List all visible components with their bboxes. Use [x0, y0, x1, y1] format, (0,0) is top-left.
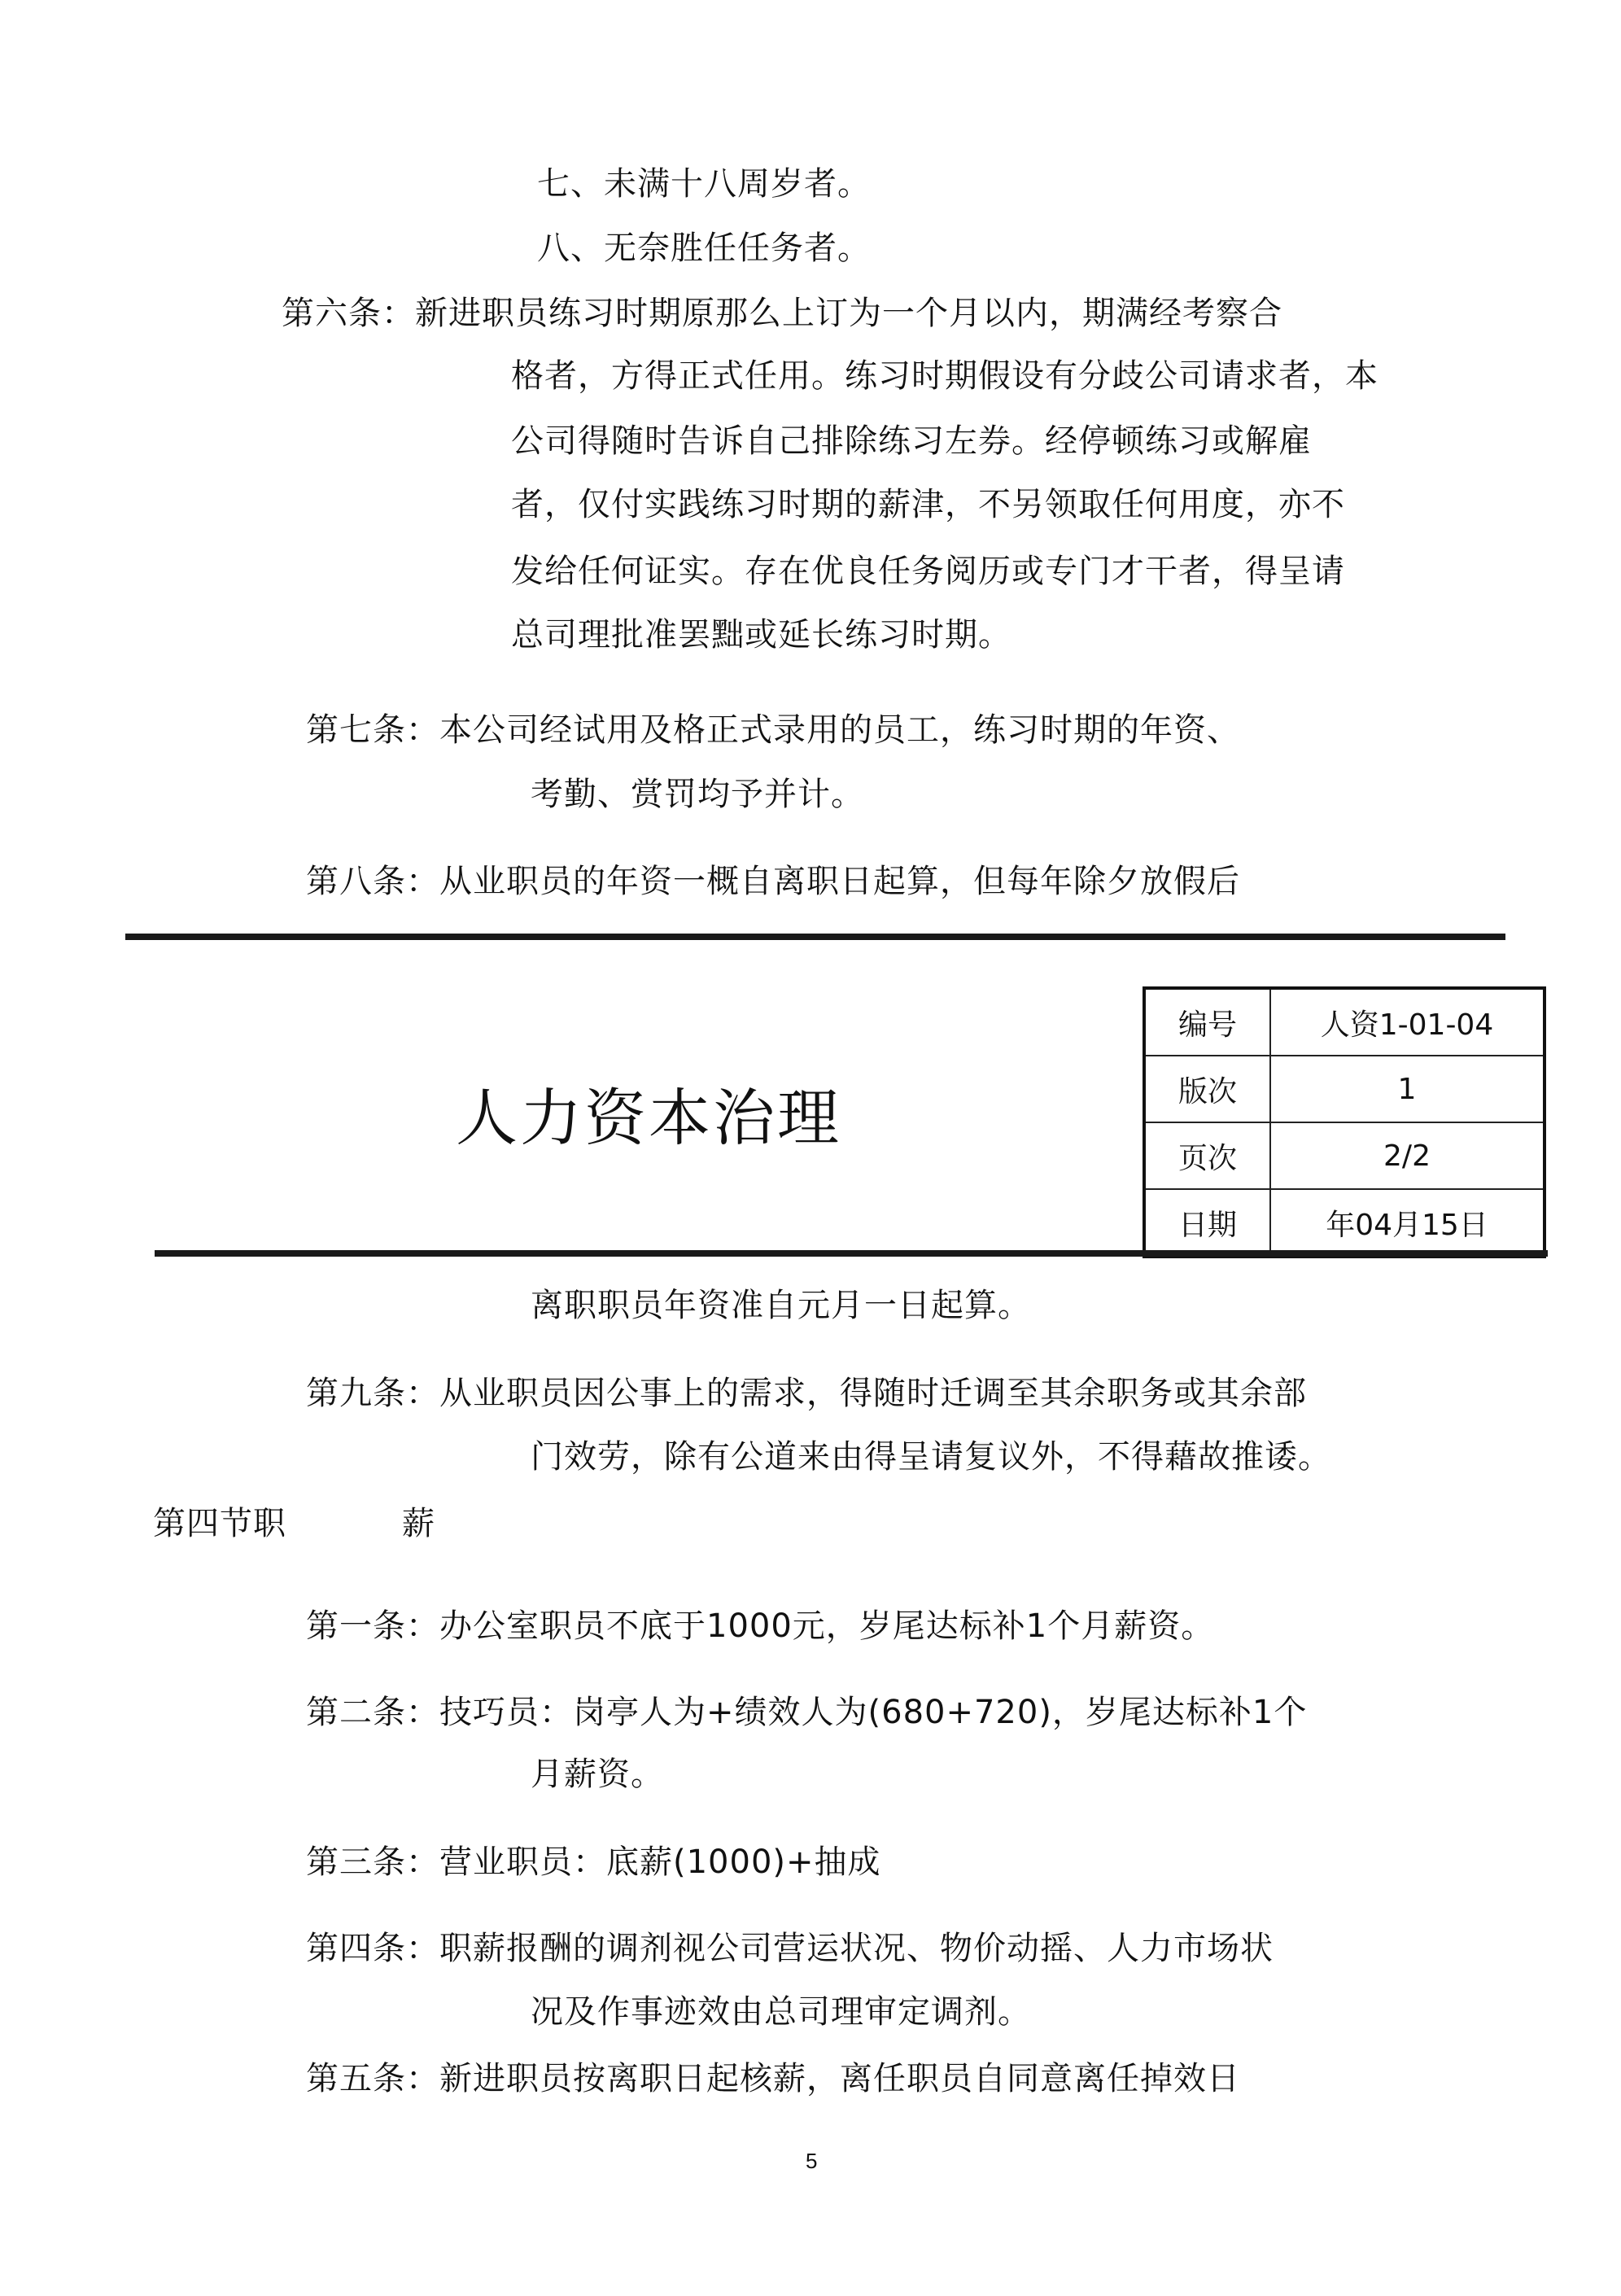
article-6-line-6: 总司理批准罢黜或延长练习时期。: [511, 616, 1011, 654]
article-9-line-2: 门效劳，除有公道来由得呈请复议外，不得藉故推诿。: [531, 1438, 1331, 1476]
info-row-version: [1144, 1056, 1545, 1122]
info-row-number: [1144, 988, 1545, 1056]
salary-article-3: 第三条：营业职员：底薪(1000)+抽成: [306, 1843, 881, 1881]
section-heading-suffix: 薪: [402, 1505, 435, 1542]
info-value: 2/2: [1270, 1122, 1545, 1189]
page-number: 5: [806, 2149, 818, 2173]
salary-article-4-line-2: 况及作事迹效由总司理审定调剂。: [531, 1993, 1031, 2031]
salary-article-4-line-1: 第四条：职薪报酬的调剂视公司营运状况、物价动摇、人力市场状: [306, 1930, 1274, 1967]
document-title: 人力资本治理: [456, 1082, 841, 1154]
article-6-line-5: 发给任何证实。存在优良任务阅历或专门才干者，得呈请: [511, 553, 1345, 590]
article-6-line-4: 者，仅付实践练习时期的薪津，不另领取任何用度，亦不: [511, 486, 1345, 523]
info-label: 页次: [1144, 1122, 1270, 1189]
info-label: 编号: [1144, 988, 1270, 1056]
info-value: 1: [1270, 1056, 1545, 1122]
article-7-line-2: 考勤、赏罚均予并计。: [531, 776, 864, 813]
article-8-line-2: 离职职员年资准自元月一日起算。: [531, 1287, 1031, 1324]
header-bottom-rule: [155, 1250, 1548, 1257]
info-value: 人资1-01-04: [1270, 988, 1545, 1056]
document-info-table: [1143, 986, 1546, 1258]
article-8-line-1: 第八条：从业职员的年资一概自离职日起算，但每年除夕放假后: [306, 863, 1240, 900]
info-row-date: [1144, 1189, 1545, 1257]
info-label: 版次: [1144, 1056, 1270, 1122]
article-6-line-2: 格者，方得正式任用。练习时期假设有分歧公司请求者，本: [511, 357, 1379, 395]
header-top-rule: [125, 934, 1505, 940]
article-7-line-1: 第七条：本公司经试用及格正式录用的员工，练习时期的年资、: [306, 711, 1240, 749]
salary-article-5: 第五条：新进职员按离职日起核薪，离任职员自同意离任掉效日: [306, 2060, 1240, 2097]
salary-article-1: 第一条：办公室职员不底于1000元，岁尾达标补1个月薪资。: [306, 1607, 1215, 1645]
article-6-line-3: 公司得随时告诉自己排除练习左券。经停顿练习或解雇: [511, 422, 1312, 460]
list-item-7: 七、未满十八周岁者。: [537, 165, 871, 203]
salary-article-2-line-2: 月薪资。: [531, 1756, 664, 1793]
info-label: 日期: [1144, 1189, 1270, 1257]
list-item-8: 八、无奈胜任任务者。: [537, 230, 871, 267]
article-6-line-1: 第六条：新进职员练习时期原那么上订为一个月以内，期满经考察合: [282, 295, 1282, 332]
section-heading: 第四节职: [153, 1505, 286, 1542]
info-value: 年04月15日: [1270, 1189, 1545, 1257]
salary-article-2-line-1: 第二条：技巧员：岗亭人为+绩效人为(680+720)，岁尾达标补1个: [306, 1694, 1308, 1731]
info-row-page: [1144, 1122, 1545, 1189]
article-9-line-1: 第九条：从业职员因公事上的需求，得随时迁调至其余职务或其余部: [306, 1375, 1307, 1412]
